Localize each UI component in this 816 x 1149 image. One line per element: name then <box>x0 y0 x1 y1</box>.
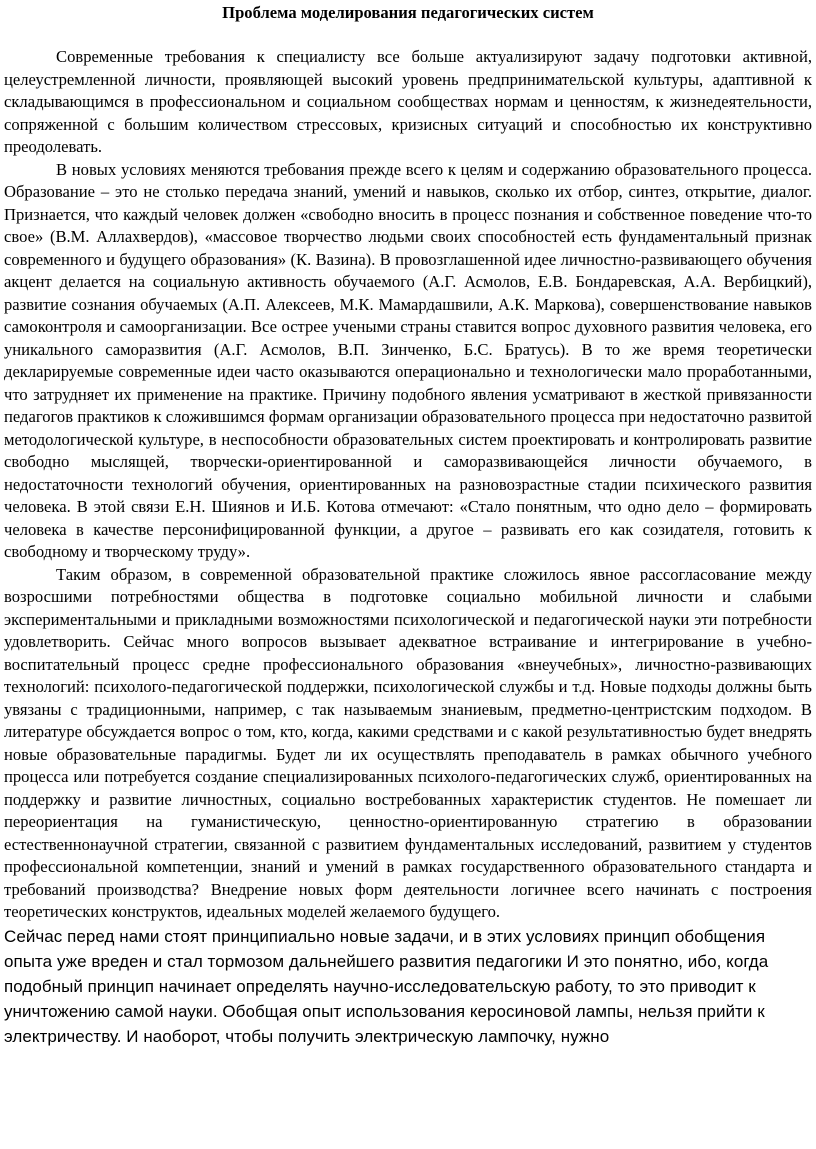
paragraph-2: В новых условиях меняются требования прежде всего к целям и содержанию образовательного процесса. Образование – это не столько передача знаний, умений и навыков, сколько их отбор, синтез, открытие, диалог. Признается, что каждый человек должен «свободно вносить в процесс познания и собственное поведение что-то свое» (В.М. Аллахвердов), «массовое творчество людьми своих способностей есть фундаментальный признак современного и будущего образования» (К. Вазина). В провозглашенной идее личностно-развивающего обучения акцент делается на социальную активность обучаемого (А.Г. Асмолов, Е.В. Бондаревская, А.А. Вербицкий), развитие сознания обучаемых (А.П. Алексеев, М.К. Мамардашвили, А.К. Маркова), совершенствование навыков самоконтроля и самоорганизации. Все острее учеными страны ставится вопрос духовного развития человека, его уникального саморазвития (А.Г. Асмолов, В.П. Зинченко, Б.С. Братусь). В то же время теоретически декларируемые современные идеи часто оказываются операционально и технологически мало проработанными, что затрудняет их применение на практике. Причину подобного явления усматривают в жесткой привязанности педагогов практиков к сложившимся формам организации образовательного процесса при недостаточно развитой методологической культуре, в неспособности образовательных систем проектировать и контролировать развитие свободно мыслящей, творчески-ориентированной и саморазвивающейся личности обучаемого, в недостаточности технологий обучения, ориентированных на разновозрастные стадии психического развития человека. В этой связи Е.Н. Шиянов и И.Б. Котова отмечают: «Стало понятным, что одно дело – формировать человека в качестве персонифицированной функции, а другое – развивать его как созидателя, готовить к свободному и творческому труду». <box>4 159 812 561</box>
paragraph-3: Таким образом, в современной образовательной практике сложилось явное рассогласование между возросшими потребностями общества в подготовке социально мобильной личности и слабыми экспериментальными и прикладными возможностями психологической и педагогической науки эти потребности удовлетворить. Сейчас много вопросов вызывает адекватное встраивание и интегрирование в учебно-воспитательный процесс средне профессионального образования «внеучебных», личностно-развивающих технологий: психолого-педагогической поддержки, психологической службы и т.д. Новые подходы должны быть увязаны с традиционными, например, с так называемым знаниевым, предметно-центристским подходом. В литературе обсуждается вопрос о том, кто, когда, какими средствами и с какой результативностью будет внедрять новые образовательные парадигмы. Будет ли их осуществлять преподаватель в рамках обычного учебного процесса или потребуется создание специализированных психолого-педагогических служб, ориентированных на поддержку и развитие личностных, социально востребованных характеристик студентов. Не помешает ли переориентация на гуманистическую, ценностно-ориентированную стратегию в образовании естественнонаучной стратегии, связанной с развитием фундаментальных исследований, развитием у студентов профессиональной компетенции, знаний и умений в рамках государственного образовательного стандарта и требований производства? Внедрение новых форм деятельности логичнее всего начинать с построения теоретических конструктов, идеальных моделей желаемого будущего. <box>4 564 812 921</box>
paragraph-1: Современные требования к специалисту все больше актуализируют задачу подготовки активной, целеустремленной личности, проявляющей высокий уровень предпринимательской культуры, адаптивной к складывающимся в профессиональном и социальном сообществах нормам и ценностям, к жизнедеятельности, сопряженной с большим количеством стрессовых, кризисных ситуаций и способностью их конструктивно преодолевать. <box>4 47 812 156</box>
document-title: Проблема моделирования педагогических систем <box>222 3 594 22</box>
paragraph-4: Сейчас перед нами стоят принципиально новые задачи, и в этих условиях принцип обобщения опыта уже вреден и стал тормозом дальнейшего развития педагогики И это понятно, ибо, когда подобный принцип начинает определять научно-исследовательскую работу, то это приводит к уничтожению самой науки. Обобщая опыт использования керосиновой лампы, нельзя прийти к электричеству. И наоборот, чтобы получить электрическую лампочку, нужно <box>4 926 769 1046</box>
